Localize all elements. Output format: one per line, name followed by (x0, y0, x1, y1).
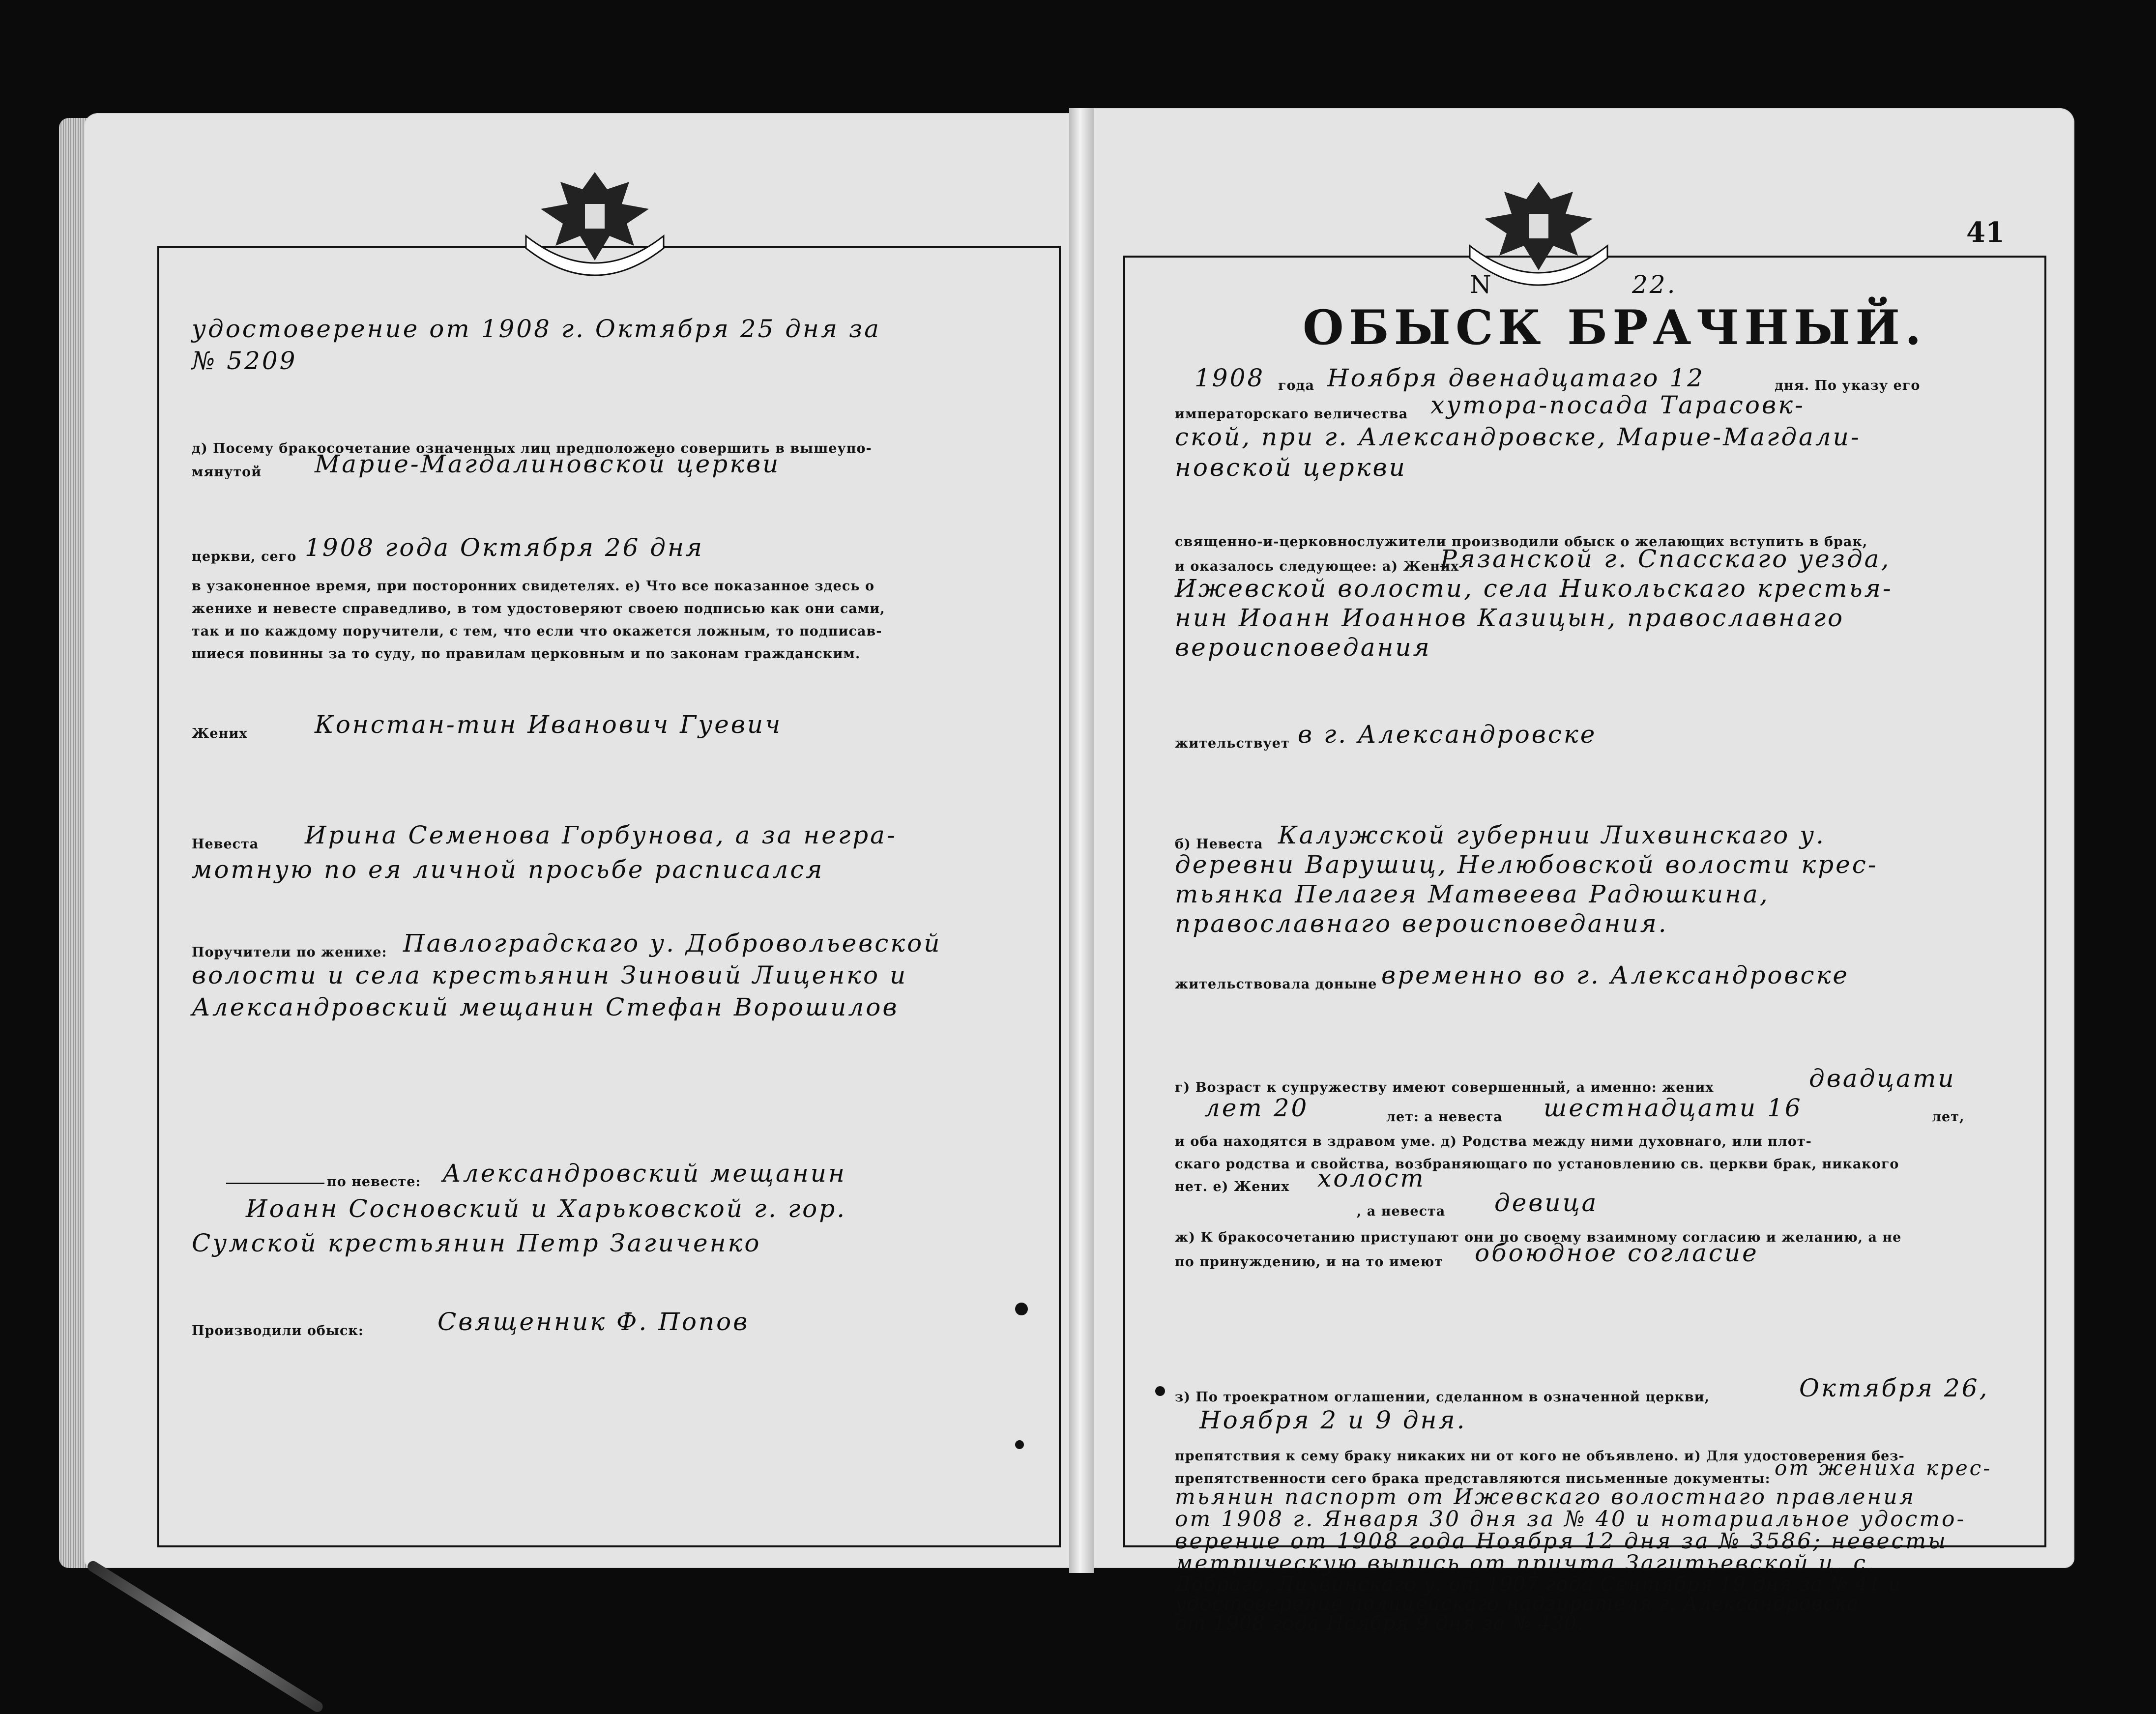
bride-residence: временно во г. Александровске (1381, 961, 1850, 989)
bride-right-label: б) Невеста (1175, 837, 1263, 852)
left-para-6a: в узаконенное время, при посторонних свидетелях. е) Что все показанное здесь о (192, 579, 874, 594)
performed-by-label: Производили обыск: (192, 1323, 364, 1338)
groom-origin-1: Рязанской г. Спасскаго уезда, (1440, 545, 1891, 573)
groom-guarantors-label: Поручители по женихе: (192, 945, 387, 960)
age-post: лет, (1932, 1109, 1965, 1125)
parish-3: новской церкви (1175, 453, 1407, 482)
groom-intro: и оказалось следующее: а) Жених (1175, 559, 1459, 574)
left-wedding-date: 1908 года Октября 26 дня (305, 533, 704, 562)
bride-origin-2: деревни Варушиц, Нелюбовской волости крес- (1175, 850, 1878, 879)
document-title: ОБЫСК БРАЧНЫЙ. (1303, 300, 1926, 355)
bride-status: девица (1494, 1189, 1599, 1217)
groom-residence-label: жительствует (1175, 736, 1290, 751)
groom-signature: Констан-тин Иванович Гуевич (315, 710, 783, 739)
date-post: дня. По указу его (1775, 378, 1921, 393)
left-para-5b-label: мянутой (192, 465, 262, 480)
record-number-label: N (1470, 270, 1493, 299)
consent-1: ж) К бракосочетанию приступают они по своему взаимному согласию и желанию, а не (1175, 1230, 1902, 1245)
parish-2: ской, при г. Александровске, Марие-Магдали- (1175, 423, 1861, 451)
book-gutter (1069, 108, 1094, 1573)
clergy-line: священно-и-церковнослужители производили обыск о желающих вступить в брак, (1175, 534, 1868, 550)
bride-origin-4: православнаго вероисповедания. (1175, 909, 1668, 938)
impediments-2: препятственности сего брака представляются письменные документы: (1175, 1471, 1771, 1486)
bride-origin-3: тьянка Пелагея Матвеева Радюшкина, (1175, 880, 1770, 908)
ink-dot (1015, 1440, 1024, 1449)
bride-guarantors-1: Александровский мещанин (442, 1159, 846, 1188)
groom-origin-2: Ижевской волости, села Никольскаго крестья- (1175, 574, 1893, 603)
page-number: 41 (1966, 216, 2005, 249)
banns-label: з) По троекратном оглашении, сделанном в означенной церкви, (1175, 1390, 1710, 1405)
left-para-6d: шиеся повинны за то суду, по правилам церковным и по законам гражданским. (192, 646, 861, 662)
documents-start: от жениха крес- (1775, 1456, 1992, 1480)
left-line-2: № 5209 (192, 347, 297, 375)
groom-label: Жених (192, 726, 248, 741)
groom-guarantors-2: волости и села крестьянин Зиновий Лиценко и (192, 961, 908, 989)
priest-signature: Священник Ф. Попов (437, 1307, 750, 1336)
imperial-eagle-crest-icon (516, 162, 673, 280)
left-para-5a: д) Посему бракосочетание означенных лиц предположено совершить в вышеупо- (192, 441, 872, 456)
kinship-1: и оба находятся в здравом уме. д) Родства между ними духовнаго, или плот- (1175, 1134, 1812, 1149)
open-register-book (59, 84, 2084, 1635)
age-line-label: г) Возраст к супружеству имеют совершенный, а именно: жених (1175, 1080, 1714, 1095)
consent-value: обоюдное согласие (1475, 1239, 1759, 1267)
status-bride-label: , а невеста (1357, 1204, 1446, 1219)
pen-object (86, 1559, 325, 1714)
banns-date-1: Октября 26, (1799, 1374, 1989, 1402)
left-para-6c: так и по каждому поручители, с тем, что если что окажется ложным, то подписав- (192, 624, 882, 639)
groom-age: лет 20 (1204, 1094, 1309, 1122)
bride-guarantors-label: по невесте: (327, 1174, 421, 1190)
kinship-2: скаго родства и свойства, возбраняющаго по установлению св. церкви брак, никакого (1175, 1157, 1899, 1172)
bride-age: шестнадцати 16 (1544, 1094, 1803, 1122)
status-groom-label: нет. е) Жених (1175, 1179, 1290, 1194)
documents-4: метрическую выпись от причта Загитьевской ц. с. (1175, 1551, 1876, 1576)
consent-2-label: по принуждению, и на то имеют (1175, 1254, 1443, 1270)
groom-guarantors-1: Павлоградскаго у. Добровольевской (403, 929, 942, 958)
left-line-1: удостоверение от 1908 г. Октября 25 дня за (192, 315, 881, 343)
bride-guarantors-2: Иоанн Сосновский и Харьковской г. гор. (246, 1194, 847, 1223)
bride-label: Невеста (192, 837, 259, 852)
ink-dot (1155, 1386, 1165, 1396)
banns-date-2: Ноября 2 и 9 дня. (1199, 1406, 1467, 1434)
date-year-label: года (1278, 378, 1315, 393)
documents-2: от 1908 г. Января 30 дня за № 40 и нотариальное удосто- (1175, 1507, 1966, 1532)
documents-3: верение от 1908 года Ноября 12 дня за № 3586; невесты (1175, 1529, 1948, 1554)
documents-5: Добраго, Лихвинскаго у. от 1907 года Сентября 19 дня за № 41 и (1175, 1573, 1901, 1596)
groom-residence: в г. Александровске (1298, 720, 1597, 749)
groom-origin-4: вероисповедания (1175, 633, 1431, 662)
age-mid: лет: а невеста (1386, 1109, 1503, 1125)
date-year: 1908 (1195, 364, 1265, 392)
groom-age-words: двадцати (1809, 1064, 1956, 1093)
documents-6: удостоверение полицейскаго надзирателя г. Александровска (1175, 1593, 1860, 1615)
bride-residence-label: жительствовала доныне (1175, 977, 1377, 992)
left-church-label: церкви, сего (192, 549, 297, 564)
left-church-name: Марие-Магдалиновской церкви (315, 450, 781, 478)
bride-signature-2: мотную по ея личной просьбе расписался (192, 855, 824, 884)
bride-signature-1: Ирина Семенова Горбунова, а за негра- (305, 821, 897, 849)
dash-line (226, 1183, 324, 1184)
impediments-1: препятствия к сему браку никаких ни от кого не объявлено. и) Для удостоверения без- (1175, 1449, 1905, 1464)
parish-1: хутора-посада Тарасовк- (1430, 391, 1805, 419)
documents-1: тьянин паспорт от Ижевскаго волостнаго правления (1175, 1484, 1916, 1510)
groom-origin-3: нин Иоанн Иоаннов Казицын, православнаго (1175, 604, 1845, 632)
documents-7: от 1908 года Ноября 9 дня за № 430. (1175, 1612, 1584, 1635)
bride-origin-1: Калужской губернии Лихвинскаго у. (1278, 821, 1826, 849)
imperial-label: императорскаго величества (1175, 407, 1408, 422)
record-number: 22. (1632, 270, 1677, 299)
groom-status: холост (1317, 1164, 1426, 1192)
bride-guarantors-3: Сумской крестьянин Петр Загиченко (192, 1229, 761, 1257)
left-para-6b: женихе и невесте справедливо, в том удостоверяют своею подписью как они сами, (192, 601, 885, 616)
groom-guarantors-3: Александровский мещанин Стефан Ворошилов (192, 993, 899, 1021)
date-day: Ноября двенадцатаго 12 (1327, 364, 1705, 392)
ink-dot (1015, 1303, 1028, 1315)
